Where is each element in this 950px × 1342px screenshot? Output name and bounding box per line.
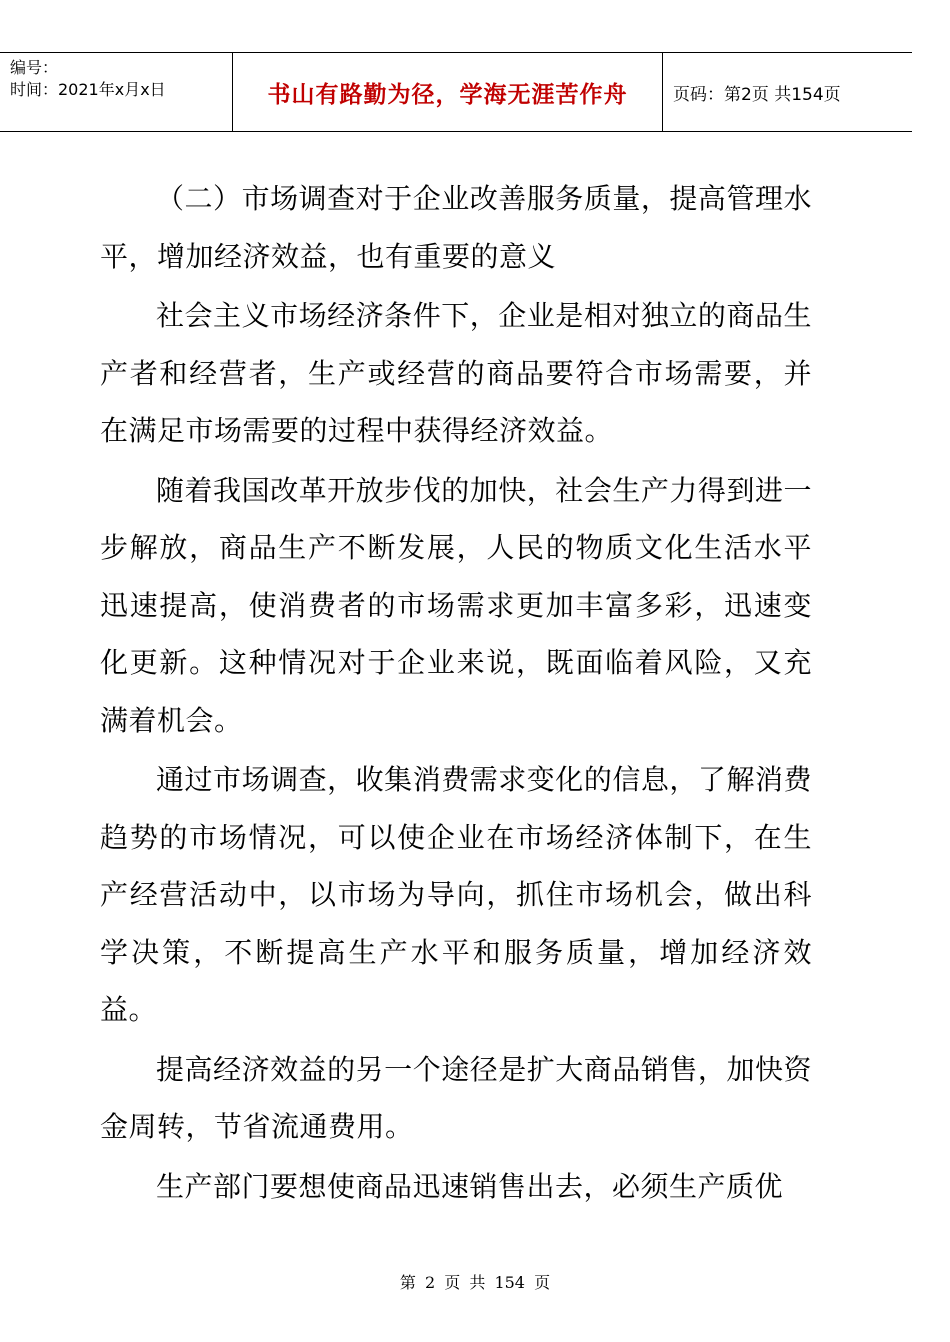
header-page-cell <box>663 53 912 131</box>
paragraph: 生产部门要想使商品迅速销售出去，必须生产质优 <box>156 1169 784 1203</box>
header-motto: 书山有路勤为径，学海无涯苦作舟 <box>267 81 628 108</box>
paragraph: 提高经济效益的另一个途径是扩大商品销售，加快资金周转，节省流通费用。 <box>100 1052 812 1143</box>
paragraph: （二）市场调查对于企业改善服务质量，提高管理水平，增加经济效益，也有重要的意义 <box>100 182 812 273</box>
page-header <box>0 52 912 132</box>
document-time-label: 时间：2021年x月x日 <box>10 80 166 99</box>
document-number-label: 编号： <box>10 58 59 77</box>
paragraph: 随着我国改革开放步伐的加快，社会生产力得到进一步解放，商品生产不断发展，人民的物质文化生活水平迅速提高，使消费者的市场需求更加丰富多彩，迅速变化更新。这种情况对于企业来说，既面临着风险，又充满着机会。 <box>100 473 812 737</box>
document-body <box>100 170 812 1217</box>
paragraph: 通过市场调查，收集消费需求变化的信息，了解消费趋势的市场情况，可以使企业在市场经济体制下，在生产经营活动中，以市场为导向，抓住市场机会，做出科学决策，不断提高生产水平和服务质量，增加经济效益。 <box>100 763 812 1026</box>
paragraph: 社会主义市场经济条件下，企业是相对独立的商品生产者和经营者，生产或经营的商品要符合市场需要，并在满足市场需要的过程中获得经济效益。 <box>100 299 812 447</box>
header-motto-cell <box>232 53 663 131</box>
page-footer: 第 2 页 共 154 页 <box>399 1273 551 1292</box>
header-page-code: 页码：第2页 共154页 <box>673 84 841 105</box>
header-info-cell <box>0 53 232 131</box>
